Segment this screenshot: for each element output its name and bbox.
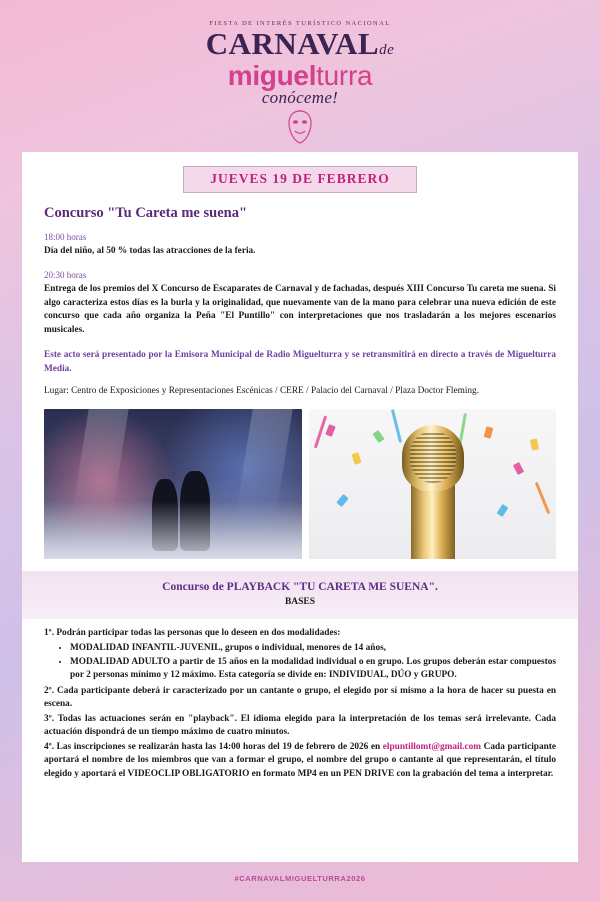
list-item: • MODALIDAD ADULTO a partir de 15 años en la modalidad individual o en grupo. Los grupos deberán estar compuestos por 2 personas mínimo y 12 máximo. Esta categoría se divide en: INDIVIDUAL, DÚO y GRUPO.	[70, 656, 556, 682]
rules-list	[22, 619, 578, 781]
logo-carnaval-word: CARNAVAL	[205, 26, 380, 61]
rule-item: 3º. Todas las actuaciones serán en "playback". El idioma elegido para la interpretación de los temas será irrelevante. Cada actuación dispondrá de un tiempo máximo de cuatro minutos.	[44, 713, 556, 738]
rule-bullets	[44, 642, 556, 683]
header-kicker: FIESTA DE INTERÉS TURÍSTICO NACIONAL	[209, 20, 391, 27]
golden-microphone-photo	[309, 409, 556, 559]
venue-text: Lugar: Centro de Exposiciones y Representaciones Escénicas / CERE / Palacio del Carnaval / Plaza Doctor Fleming.	[44, 386, 480, 397]
rule-item-registration	[44, 741, 556, 781]
logo-tagline: conóceme!	[261, 87, 339, 107]
rules-title: Concurso de PLAYBACK "TU CARETA ME SUENA".	[162, 580, 438, 593]
registration-email-link[interactable]: elpuntillomt@gmail.com	[382, 742, 482, 753]
logo-turra-word: turra	[316, 59, 373, 91]
rule-item: 2º. Cada participante deberá ir caracterizado por un cantante o grupo, el elegido por sí mismo a la hora de hacer su puesta en escena.	[44, 685, 556, 709]
footer-hashtag: #CARNAVALMIGUELTURRA2026	[234, 874, 366, 883]
date-banner-label: JUEVES 19 DE FEBRERO	[210, 171, 390, 186]
page-title: Concurso "Tu Careta me suena"	[44, 205, 247, 221]
slot2-time: 20:30 horas	[44, 270, 87, 281]
rules-header-band	[22, 571, 578, 619]
rule4-text-before: 4º. Las inscripciones se realizarán hasta las 14:00 horas del 19 de febrero de 2026 en	[44, 742, 383, 753]
list-item: • MODALIDAD INFANTIL-JUVENIL, grupos o individual, menores de 14 años,	[70, 642, 556, 655]
logo-carnaval	[0, 28, 600, 61]
slot2-text: Entrega de los premios del X Concurso de Escaparates de Carnaval y de fachadas, después XIII Concurso Tu careta me suena. Si algo caracteriza estos días es la burla y la originalidad, que nuevamente van de la mano para celebrar una nueva edición de este concurso que cada año organiza la Peña "El Puntillo" con interpretaciones que nos trasladarán a los mejores escenarios musicales.	[44, 284, 556, 335]
program-body	[22, 205, 578, 399]
content-sheet	[22, 152, 578, 862]
slot1-time: 18:00 horas	[44, 232, 87, 242]
logo-de-word: de	[379, 42, 395, 58]
slot1-text: Día del niño, al 50 % todas las atracciones de la feria.	[44, 246, 256, 256]
logo-miguel-word: miguel	[227, 59, 317, 91]
rule-item: 1º. Podrán participar todas las personas que lo deseen en dos modalidades:	[44, 627, 341, 638]
broadcast-note: Este acto será presentado por la Emisora Municipal de Radio Miguelturra y se retransmitirá en directo a través de Miguelturra Media.	[44, 350, 556, 374]
poster-header	[0, 0, 600, 148]
logo-miguelturra	[0, 61, 600, 90]
stage-performance-photo	[44, 409, 302, 559]
carnival-mask-icon	[0, 110, 600, 144]
rule4-text-after: Cada participante aportará el nombre de los miembros que van a formar el grupo, el nombre del grupo o cantante al que representarán, el título elegido y aportará el VIDEOCLIP OBLIGATORIO en formato MP4 en un PEN DRIVE con la grabación del tema a interpretar.	[44, 742, 556, 779]
date-banner	[183, 166, 417, 193]
rules-subtitle: BASES	[284, 596, 316, 607]
photo-row	[22, 409, 578, 559]
